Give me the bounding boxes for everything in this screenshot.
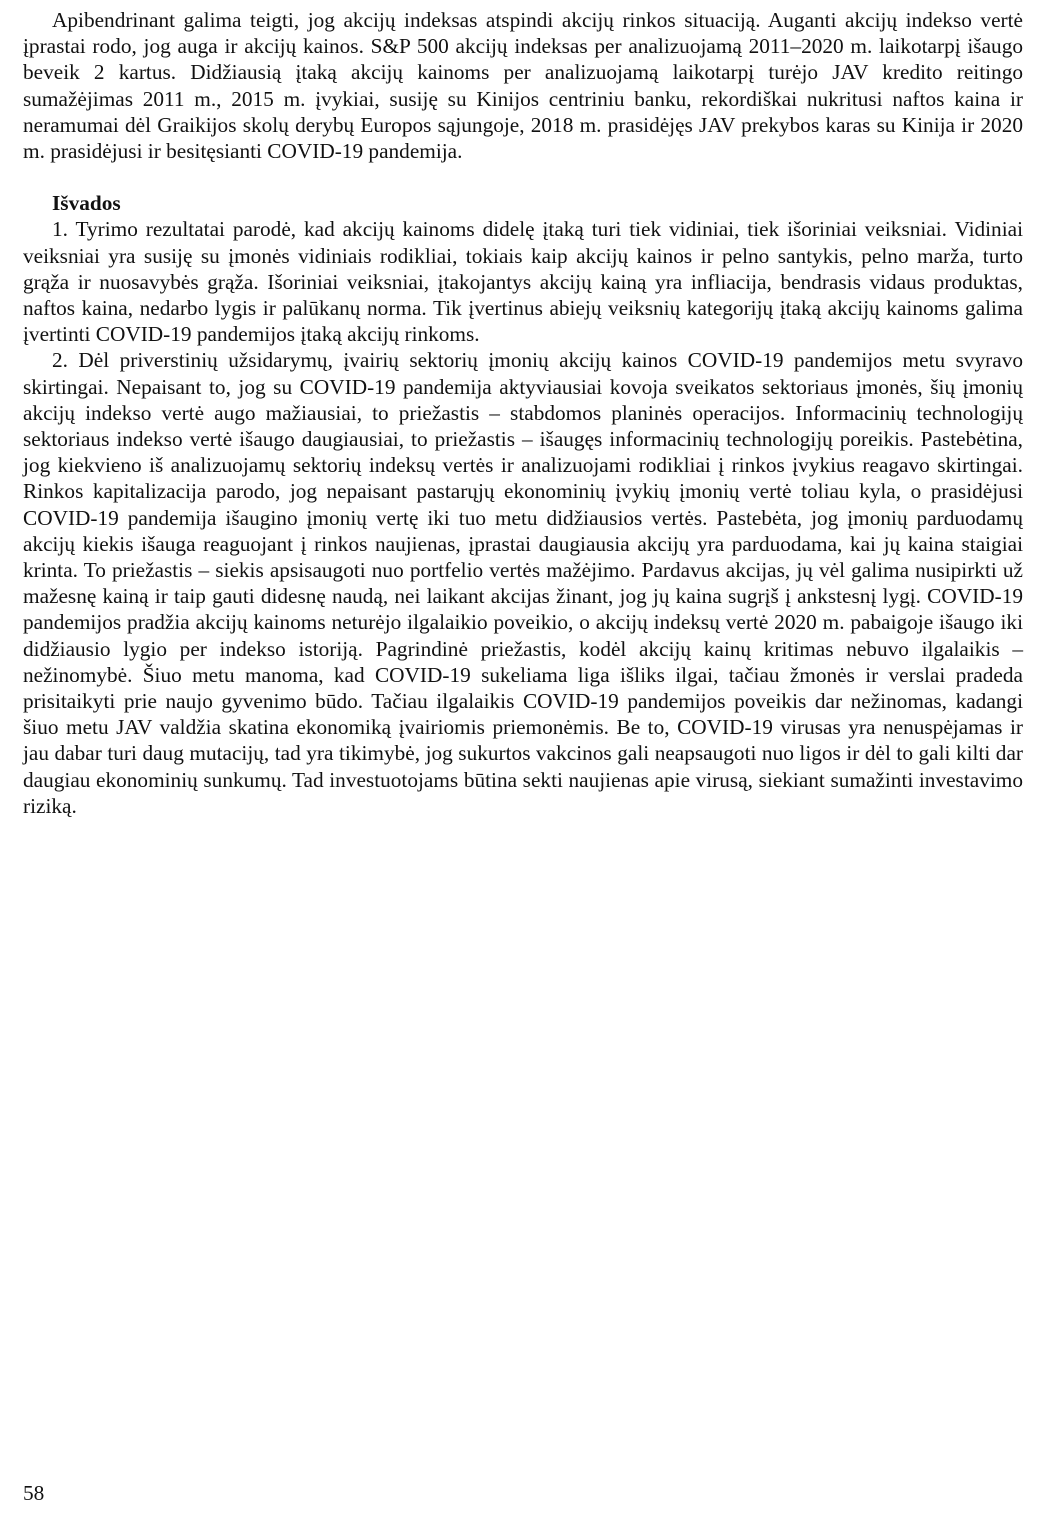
conclusion-paragraph-1: 1. Tyrimo rezultatai parodė, kad akcijų kainoms didelę įtaką turi tiek vidiniai, tiek išoriniai veiksniai. Vidiniai veiksniai yra susiję su įmonės vidiniais rodikliai, tokiais kaip akcijų kainos ir pelno santykis, pelno marža, turto grąža ir nuosavybės grąža. Išoriniai veiksniai, įtakojantys akcijų kainą yra infliacija, bendrasis vidaus produktas, naftos kaina, nedarbo lygis ir palūkanų norma. Tik įvertinus abiejų veiksnių kategorijų įtaką akcijų kainoms galima įvertinti COVID-19 pandemijos įtaką akcijų rinkoms. xyxy=(23,217,1023,347)
page-number: 58 xyxy=(23,1481,45,1505)
document-page xyxy=(23,7,1023,819)
conclusion-paragraph-2: 2. Dėl priverstinių užsidarymų, įvairių sektorių įmonių akcijų kainos COVID-19 pandemijos metu svyravo skirtingai. Nepaisant to, jog su COVID-19 pandemija aktyviausiai kovoja sveikatos sektoriaus įmonės, šių įmonių akcijų indekso vertė augo mažiausiai, to priežastis – stabdomos planinės operacijos. Informacinių technologijų sektoriaus indekso vertė išaugo daugiausiai, to priežastis – išaugęs informacinių technologijų poreikis. Pastebėtina, jog kiekvieno iš analizuojamų sektorių indeksų vertės ir analizuojami rodikliai į rinkos įvykius reagavo skirtingai. Rinkos kapitalizacija parodo, jog nepaisant pastarųjų ekonominių įvykių įmonių vertė toliau kyla, o prasidėjusi COVID-19 pandemija išaugino įmonių vertę iki tuo metu didžiausios vertės. Pastebėta, jog įmonių parduodamų akcijų kiekis išauga reaguojant į rinkos naujienas, įprastai daugiausia akcijų yra parduodama, kai jų kaina staigiai krinta. To priežastis – siekis apsisaugoti nuo portfelio vertės mažėjimo. Pardavus akcijas, jų vėl galima nusipirkti už mažesnę kainą ir taip gauti didesnę naudą, nei laikant akcijas žinant, jog jų kaina sugrįš į ankstesnį lygį. COVID-19 pandemijos pradžia akcijų kainoms neturėjo ilgalaikio poveikio, o akcijų indeksų vertė 2020 m. pabaigoje išaugo iki didžiausio lygio per indekso istoriją. Pagrindinė priežastis, kodėl akcijų kainų kritimas nebuvo ilgalaikis – nežinomybė. Šiuo metu manoma, kad COVID-19 sukeliama liga išliks ilgai, tačiau žmonės ir verslai pradeda prisitaikyti prie naujo gyvenimo būdo. Tačiau ilgalaikis COVID-19 pandemijos poveikis dar nežinomas, kadangi šiuo metu JAV valdžia skatina ekonomiką įvairiomis priemonėmis. Be to, COVID-19 virusas yra nenuspėjamas ir jau dabar turi daug mutacijų, tad yra tikimybė, jog sukurtos vakcinos gali neapsaugoti nuo ligos ir dėl to gali kilti dar daugiau ekonominių sunkumų. Tad investuotojams būtina sekti naujienas apie virusą, siekiant sumažinti investavimo riziką. xyxy=(23,348,1023,818)
intro-paragraph: Apibendrinant galima teigti, jog akcijų indeksas atspindi akcijų rinkos situaciją. Auganti akcijų indekso vertė įprastai rodo, jog auga ir akcijų kainos. S&P 500 akcijų indeksas per analizuojamą 2011–2020 m. laikotarpį išaugo beveik 2 kartus. Didžiausią įtaką akcijų kainoms per analizuojamą laikotarpį turėjo JAV kredito reitingo sumažėjimas 2011 m., 2015 m. įvykiai, susiję su Kinijos centriniu banku, rekordiškai nukritusi naftos kaina ir neramumai dėl Graikijos skolų derybų Europos sąjungoje, 2018 m. prasidėjęs JAV prekybos karas su Kinija ir 2020 m. prasidėjusi ir besitęsianti COVID-19 pandemija. xyxy=(23,8,1023,164)
conclusions-heading: Išvados xyxy=(52,191,121,216)
